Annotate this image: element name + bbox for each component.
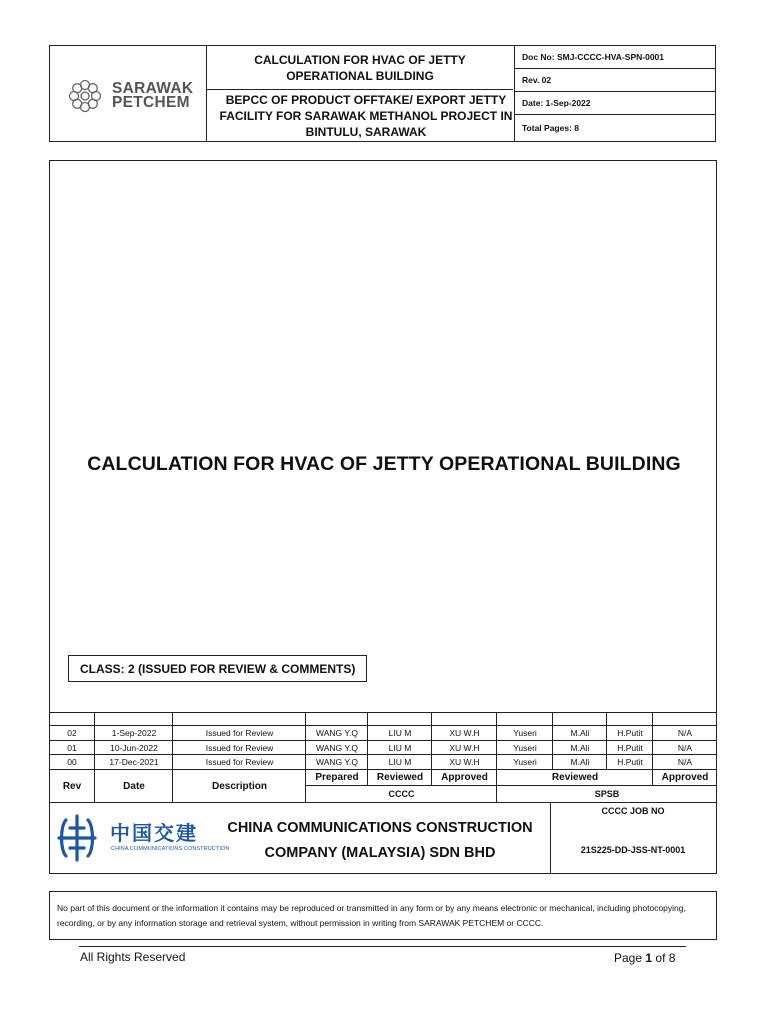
document-date: Date: 1-Sep-2022 bbox=[515, 92, 715, 115]
cccc-logo-chinese: 中国交建 bbox=[110, 821, 198, 845]
spsb-reviewer1-cell: Yuseri bbox=[513, 742, 537, 753]
doc-number: Doc No: SMJ-CCCC-HVA-SPN-0001 bbox=[515, 46, 715, 69]
cccc-logo-icon bbox=[56, 812, 98, 864]
header-project-title: BEPCC OF PRODUCT OFFTAKE/ EXPORT JETTY FACILITY FOR SARAWAK METHANOL PROJECT IN BINTULU, SARAWAK bbox=[219, 92, 513, 139]
sarawak-petchem-logo-cell bbox=[50, 46, 207, 141]
header-doc-info bbox=[515, 46, 715, 141]
logo-line2: PETCHEM bbox=[112, 94, 190, 111]
footer-rights: All Rights Reserved bbox=[80, 950, 186, 964]
document-class-box: CLASS: 2 (ISSUED FOR REVIEW & COMMENTS) bbox=[68, 655, 367, 682]
header-rev: Rev bbox=[62, 780, 82, 792]
spsb-reviewer3-cell: H.Putit bbox=[617, 757, 643, 767]
company-name-line1: CHINA COMMUNICATIONS CONSTRUCTION bbox=[227, 820, 533, 836]
revision-number: Rev. 02 bbox=[515, 69, 715, 92]
page-current: 1 bbox=[645, 951, 653, 965]
prepared-cell: WANG Y.Q bbox=[316, 728, 358, 738]
date-cell: 1-Sep-2022 bbox=[111, 728, 157, 738]
spsb-approved-cell: N/A bbox=[677, 757, 693, 767]
cover-title: CALCULATION FOR HVAC OF JETTY OPERATIONAL BUILDING bbox=[87, 453, 681, 475]
copyright-disclaimer: No part of this document or the information it contains may be reproduced or transmitted in any form or by any means electronic or mechanical, including photocopying, recording, or by any information storage and retrieval system, without permission in writing from SARAWAK PETCHEM or CCCC. bbox=[49, 891, 717, 940]
reviewed-cell: LIU M bbox=[388, 757, 412, 767]
header-spsb-approved: Approved bbox=[661, 772, 709, 783]
job-number-label: CCCC JOB NO bbox=[601, 806, 665, 816]
header-description: Description bbox=[211, 780, 267, 792]
header-date: Date bbox=[123, 780, 145, 792]
total-pages: Total Pages: 8 bbox=[522, 123, 579, 133]
sarawak-petchem-wordmark bbox=[112, 82, 193, 110]
reviewed-cell: LIU M bbox=[388, 742, 412, 753]
spsb-reviewer2-cell: M.Ali bbox=[570, 742, 590, 753]
header-approved: Approved bbox=[441, 772, 488, 783]
header-title-cell bbox=[207, 46, 515, 141]
header-group-spsb: SPSB bbox=[594, 789, 620, 799]
header-reviewed: Reviewed bbox=[376, 772, 424, 783]
header-group-cccc: CCCC bbox=[388, 789, 415, 799]
logo-line1: SARAWAK bbox=[112, 80, 194, 97]
rev-cell: 02 bbox=[67, 728, 77, 738]
spsb-reviewer3-cell: H.Putit bbox=[617, 728, 643, 738]
company-name bbox=[210, 816, 550, 866]
approved-cell: XU W.H bbox=[449, 757, 480, 767]
description-cell: Issued for Review bbox=[205, 728, 274, 738]
approved-cell: XU W.H bbox=[449, 742, 480, 753]
page-total: 8 bbox=[668, 951, 676, 965]
approved-cell: XU W.H bbox=[449, 728, 480, 738]
header-spsb-reviewed: Reviewed bbox=[551, 772, 599, 783]
description-cell: Issued for Review bbox=[205, 742, 274, 753]
rev-cell: 00 bbox=[67, 757, 77, 767]
spsb-reviewer1-cell: Yuseri bbox=[513, 757, 537, 767]
sarawak-petchem-logo-icon bbox=[65, 76, 105, 116]
footer-divider bbox=[79, 946, 686, 947]
description-cell: Issued for Review bbox=[205, 757, 274, 767]
spsb-reviewer2-cell: M.Ali bbox=[570, 728, 590, 738]
spsb-approved-cell: N/A bbox=[677, 742, 693, 753]
spsb-reviewer1-cell: Yuseri bbox=[513, 728, 537, 738]
page-of: of bbox=[655, 951, 666, 965]
header-prepared: Prepared bbox=[315, 772, 359, 783]
spsb-reviewer2-cell: M.Ali bbox=[570, 757, 590, 767]
footer-page-number bbox=[614, 951, 675, 965]
header-document-title: CALCULATION FOR HVAC OF JETTY OPERATIONAL BUILDING bbox=[207, 46, 513, 90]
date-cell: 10-Jun-2022 bbox=[110, 742, 158, 753]
date-cell: 17-Dec-2021 bbox=[109, 757, 159, 767]
cccc-logo-english: CHINA COMMUNICATIONS CONSTRUCTION bbox=[111, 846, 230, 852]
document-header bbox=[49, 45, 716, 142]
spsb-approved-cell: N/A bbox=[677, 728, 693, 738]
rev-cell: 01 bbox=[67, 742, 77, 753]
job-number-value: 21S225-DD-JSS-NT-0001 bbox=[580, 845, 686, 855]
page-word: Page bbox=[614, 951, 643, 965]
prepared-cell: WANG Y.Q bbox=[316, 757, 358, 767]
prepared-cell: WANG Y.Q bbox=[316, 742, 358, 753]
reviewed-cell: LIU M bbox=[388, 728, 412, 738]
company-name-line2: COMPANY (MALAYSIA) SDN BHD bbox=[264, 845, 496, 861]
spsb-reviewer3-cell: H.Putit bbox=[617, 742, 643, 753]
